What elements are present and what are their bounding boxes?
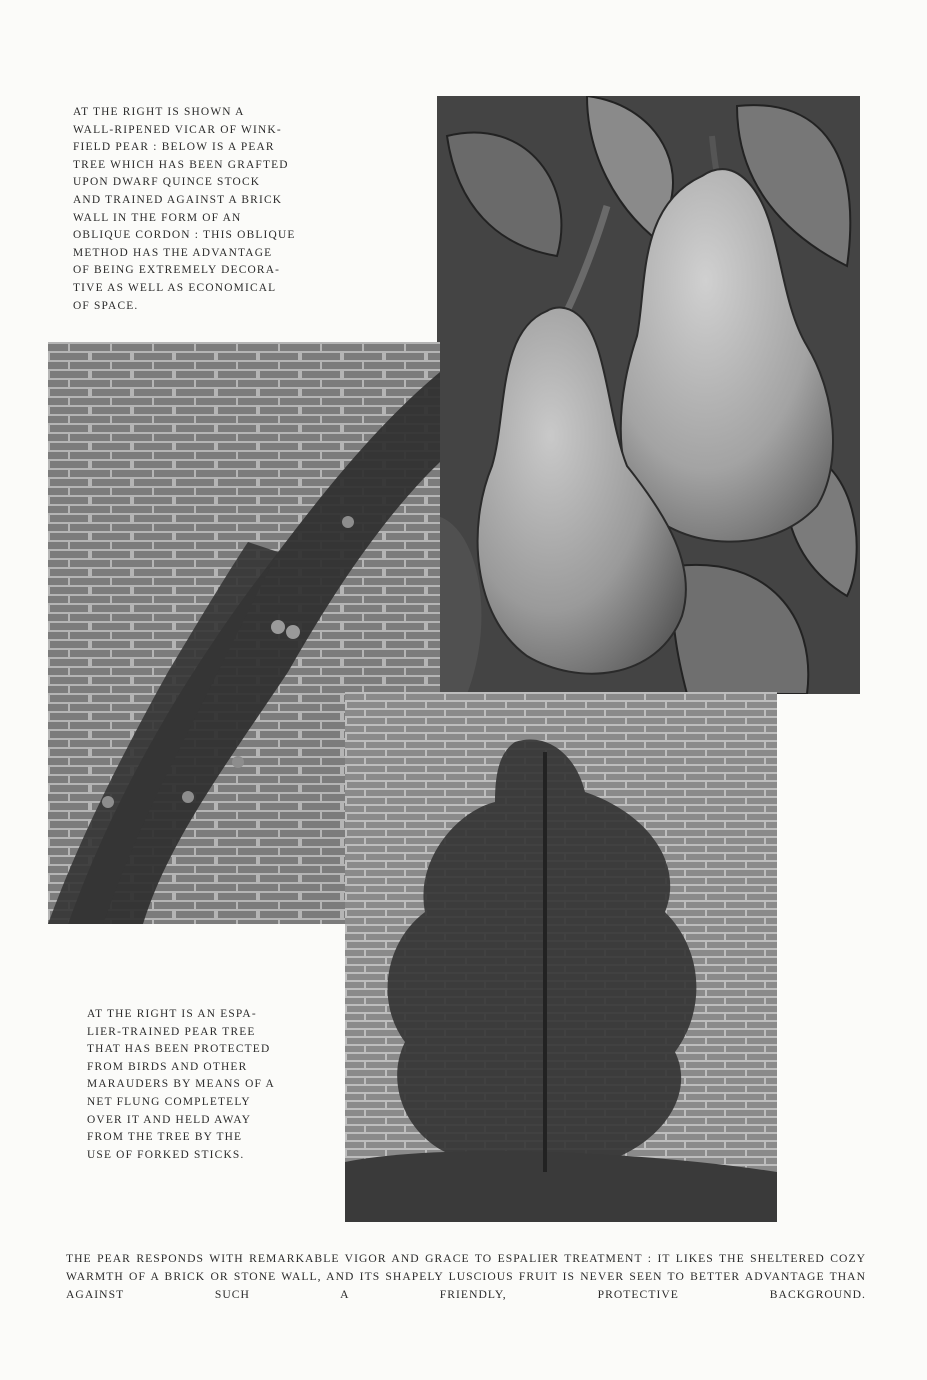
photo-netted-espalier-pear-tree	[345, 692, 777, 1222]
caption-bottom: THE PEAR RESPONDS WITH REMARKABLE VIGOR AND GRACE TO ESPALIER TREATMENT : IT LIKES THE SHELTERED COZY WARMTH OF A BRICK OR STONE WALL, AND ITS SHAPELY LUSCIOUS FRUIT IS NEVER SEEN TO BETTER ADVANTAGE THAN AGAINST SUCH A FRIENDLY, PROTECTIVE BACKGROUND.	[66, 1252, 866, 1301]
photo-vicar-of-winkfield-pears	[437, 96, 860, 694]
caption-top: AT THE RIGHT IS SHOWN A WALL-RIPENED VICAR OF WINK- FIELD PEAR : BELOW IS A PEAR TREE WHICH HAS BEEN GRAFTED UPON DWARF QUINCE STOCK AND TRAINED AGAINST A BRICK WALL IN THE FORM OF AN OBLIQUE CORDON : THIS OBLIQUE METHOD HAS THE ADVANTAGE OF BEING EXTREMELY DECORA- TIVE AS WELL AS ECONOMICAL OF SPACE.	[73, 106, 296, 312]
caption-middle: AT THE RIGHT IS AN ESPA- LIER-TRAINED PEAR TREE THAT HAS BEEN PROTECTED FROM BIRDS AND OTHER MARAUDERS BY MEANS OF A NET FLUNG COMPLETELY OVER IT AND HELD AWAY FROM THE TREE BY THE USE OF FORKED STICKS.	[87, 1008, 275, 1161]
